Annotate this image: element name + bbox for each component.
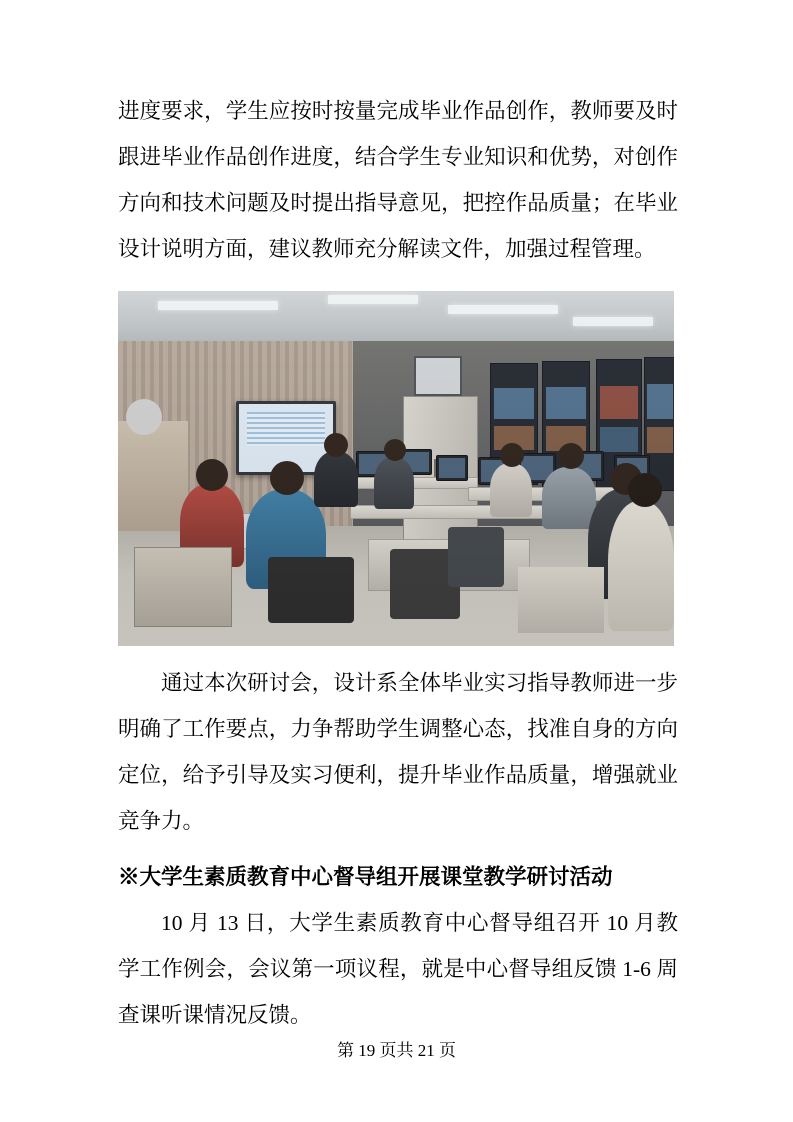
paragraph-one: 进度要求，学生应按时按量完成毕业作品创作，教师要及时跟进毕业作品创作进度，结合学生专业知识和优势，对创作方向和技术问题及时提出指导意见，把控作品质量；在毕业设计说明方面，建议教师充分解读文件，加强过程管理。 <box>118 99 678 261</box>
poster-image <box>546 387 587 419</box>
poster-image <box>600 427 639 453</box>
photo-person-head <box>196 459 228 491</box>
photo-person-head <box>628 473 662 507</box>
photo-wall-frame <box>414 356 462 396</box>
photo-person-head <box>500 443 524 467</box>
photo-left-shelf <box>118 421 188 531</box>
photo-person-head <box>324 433 348 457</box>
photo-person <box>490 463 532 517</box>
page-content <box>118 88 678 1038</box>
photo-person <box>314 451 358 507</box>
ceiling-light <box>448 305 558 314</box>
page-footer: 第 19 页共 21 页 <box>337 1041 456 1060</box>
paragraph-two: 通过本次研讨会，设计系全体毕业实习指导教师进一步明确了工作要点，力争帮助学生调整心态，找准自身的方向定位，给予引导及实习便利，提升毕业作品质量，增强就业竞争力。 <box>118 671 678 833</box>
poster-image <box>494 388 535 419</box>
photo-person <box>374 457 414 509</box>
photo-chair <box>448 527 504 587</box>
photo-person-head <box>270 461 304 495</box>
ceiling-light <box>158 301 278 310</box>
poster-image <box>647 427 673 453</box>
classroom-photo <box>118 291 674 646</box>
section-heading: ※大学生素质教育中心督导组开展课堂教学研讨活动 <box>118 865 613 889</box>
ceiling-light <box>328 295 418 304</box>
poster-image <box>600 386 639 419</box>
photo-person-head <box>384 439 406 461</box>
photo-chair <box>268 557 354 623</box>
photo-monitor <box>436 455 468 481</box>
monitor-screen <box>439 458 465 478</box>
photo-person-head <box>558 443 584 469</box>
photo-seat-block <box>518 567 604 633</box>
photo-person <box>608 501 674 631</box>
photo-person <box>542 467 596 529</box>
photo-seat-block <box>134 547 232 627</box>
ceiling-light <box>573 317 653 326</box>
poster-image <box>647 384 673 418</box>
photo-globe <box>126 399 162 435</box>
paragraph-three: 10 月 13 日，大学生素质教育中心督导组召开 10 月教学工作例会，会议第一项议程，就是中心督导组反馈 1-6 周查课听课情况反馈。 <box>118 911 678 1027</box>
